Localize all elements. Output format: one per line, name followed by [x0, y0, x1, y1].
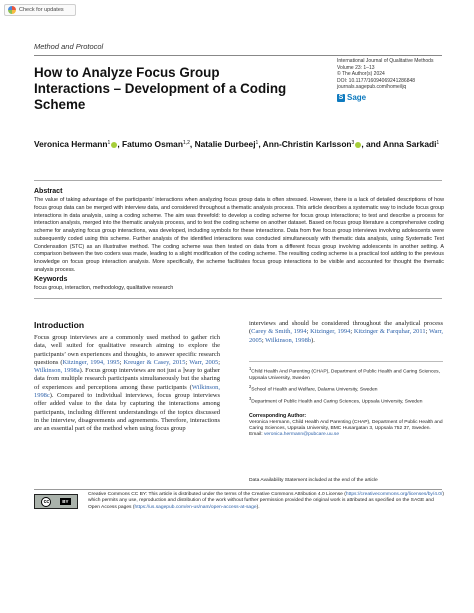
- affiliation-item: [249, 396, 443, 406]
- citation-link[interactable]: Kreuger & Casey, 2015: [123, 358, 186, 366]
- journal-meta: [337, 58, 457, 91]
- body-text: ;: [306, 328, 311, 336]
- affiliation-item: [249, 384, 443, 394]
- body-text: ;: [119, 358, 124, 366]
- body-text: ;: [425, 328, 429, 336]
- author-separator: ,: [117, 139, 120, 149]
- body-text: ;: [218, 358, 220, 366]
- affiliation-ref: 1: [436, 140, 440, 146]
- body-text: ). Focus group interviews are not just a ]way to gather data from multiple research participants simultaneously but the sharing of experiences and perceptions among these participants (: [34, 367, 221, 391]
- corresponding-author-details: [249, 420, 445, 439]
- introduction-text: [34, 334, 220, 434]
- introduction-heading: Introduction: [34, 320, 85, 330]
- journal-copyright: © The Author(s) 2024: [337, 71, 385, 78]
- section-label: Method and Protocol: [34, 42, 104, 51]
- author-name[interactable]: Ann-Christin Karlsson: [262, 139, 352, 149]
- footnote-divider: [249, 361, 443, 362]
- corresponding-author-heading: Corresponding Author:: [249, 413, 307, 419]
- body-text: ).: [311, 336, 315, 344]
- check-for-updates-badge[interactable]: [4, 4, 76, 16]
- affiliation-text: School of Health and Welfare, Dalarna University, Sweden: [251, 387, 378, 393]
- cc-by-license-badge[interactable]: [34, 494, 78, 509]
- email-link[interactable]: veronica.hermann@pubcare.uu.se: [263, 432, 340, 438]
- citation-link[interactable]: Wilkinson, 1998b: [265, 336, 312, 344]
- creative-commons-icon: cc: [41, 497, 51, 507]
- license-body: ) which permits any use, reproduction and distribution of the work without further permission provided the original work is attributed as specified on the SAGE and Open Access pages (: [88, 492, 445, 510]
- author-name[interactable]: Veronica Hermann: [34, 139, 108, 149]
- sage-logo-icon: S: [338, 93, 344, 101]
- affiliation-ref: 3: [351, 140, 355, 146]
- keywords-text: focus group, interaction, methodology, qualitative research: [34, 285, 174, 291]
- affiliation-ref: 1,2: [182, 140, 190, 146]
- author-separator: ,: [258, 139, 261, 149]
- body-text: ). Compared to individual interviews, focus group interviews offer added value to the data by capturing the interactions among participants, including different understandings of the topics discussed in the interview, disagreements and agreements. Therefore, interactions are an essential part of the method when using focus group: [34, 392, 220, 433]
- affiliation-number: 1: [249, 366, 252, 371]
- license-divider: [34, 489, 442, 490]
- body-text: ;: [185, 358, 190, 366]
- affiliation-item: [249, 366, 443, 382]
- divider: [34, 180, 442, 181]
- affiliation-number: 3: [249, 395, 252, 401]
- affiliation-ref: 1: [107, 140, 111, 146]
- journal-url[interactable]: journals.sagepub.com/home/ijq: [337, 84, 407, 91]
- corresponding-email: [249, 432, 445, 438]
- citation-link[interactable]: Kitzinger, 1994, 1995: [62, 358, 120, 366]
- citation-link[interactable]: Carey & Smith, 1994: [251, 328, 307, 336]
- citation-link[interactable]: Wilkinson, 1998a: [34, 367, 80, 375]
- author-conjunction: and: [365, 139, 381, 149]
- abstract-heading: Abstract: [34, 188, 63, 195]
- license-body: Creative Commons CC BY: This article is distributed under the terms of the Creative Commons Attribution 4.0 License (: [88, 492, 346, 497]
- affiliation-ref: 1: [255, 140, 259, 146]
- author-list: [34, 138, 444, 151]
- journal-doi[interactable]: DOI: 10.1177/16094069241286848: [337, 77, 416, 84]
- body-text: interviews and should be considered throughout the analytical process (: [249, 320, 443, 336]
- citation-link[interactable]: Kitzinger & Farquhar, 2011: [353, 328, 426, 336]
- author-name[interactable]: Fatumo Osman: [121, 139, 183, 149]
- update-icon: [8, 6, 16, 14]
- check-for-updates-label: Check for updates: [19, 7, 64, 13]
- affiliations: [249, 366, 443, 408]
- article-title: How to Analyze Focus Group Interactions – Development of a Coding Scheme: [34, 65, 287, 113]
- journal-volume: Volume 23: 1–13: [337, 64, 375, 71]
- citation-link[interactable]: Warr, 2005: [189, 358, 219, 366]
- author-separator: ,: [189, 139, 193, 149]
- license-link[interactable]: https://creativecommons.org/licenses/by/4.0/: [345, 492, 443, 497]
- open-access-link[interactable]: https://us.sagepub.com/en-us/nam/open-access-at-sage: [134, 504, 257, 510]
- author-name[interactable]: Anna Sarkadi: [382, 139, 437, 149]
- keywords-heading: Keywords: [34, 276, 68, 283]
- license-text: [88, 492, 444, 511]
- email-label: Email:: [249, 432, 264, 438]
- body-text: ;: [261, 336, 266, 344]
- affiliation-text: Department of Public Health and Caring Sciences, Uppsala University, Sweden: [251, 399, 423, 405]
- header-divider: [34, 55, 442, 56]
- abstract-text: The value of taking advantage of the participants’ interactions when analyzing focus group data is often stressed. However, there is a lack of detailed descriptions of how focus group data can be merged with interview data, and considered throughout a thematic analysis process. This article describes a systematic way to include focus group interactions in data analysis, using a coding scheme. The aim was threefold: to develop a coding scheme for focus group interactions; to test and describe a process for interaction analysis, merged into the thematic analysis process, and to test the coding scheme on another dataset. Based on focus group literature a comprehensive coding scheme for analyzing focus group interactions, was developed, including symbols for these interactions. Data from five focus group interviews involving adolescents were subsequently coded using this scheme. Further analysis of the identified interactions was conducted simultaneously with thematic data analysis, using Systematic Text Condensation (STC) as an illustrative method. The coding scheme was then tested on data from a different focus group involving adolescents in another setting. A comparison between the two coders was made, leading to a slight modification of the coding scheme. The resulting coding scheme is a practical tool adding to the previous knowledge on focus group interaction analysis. More specifically, the scheme facilitates focus group interactions to be visible and accounted for thought the thematic analysis process.: [34, 197, 444, 273]
- right-column-text: [249, 320, 443, 345]
- author-name[interactable]: Natalie Durbeej: [194, 139, 256, 149]
- journal-name: International Journal of Qualitative Methods: [337, 58, 434, 64]
- divider: [34, 298, 442, 299]
- publisher-name: Sage: [347, 93, 367, 102]
- data-availability-statement: Data Availability Statement included at the end of the article: [249, 478, 378, 483]
- affiliation-number: 2: [249, 384, 252, 390]
- citation-link[interactable]: Warr, 2005: [249, 328, 444, 344]
- attribution-icon: BY: [62, 499, 69, 504]
- author-separator: ,: [361, 139, 364, 149]
- publisher-logo: [337, 93, 366, 102]
- body-text: ;: [350, 328, 354, 336]
- license-body: ).: [256, 504, 260, 510]
- affiliation-text: Child Health And Parenting (CHAP), Department of Public Health and Caring Sciences, Uppsala University, Sweden: [249, 369, 440, 381]
- body-text: Focus group interviews are a commonly used method to gather rich data, well suited for qualitative research aiming to explore the participants’ own experiences and thoughts, to answer specific research questions (: [34, 334, 220, 366]
- corresponding-author-address: Veronica Hermann, Child Health And Parenting (CHAP), Department of Public Health and Caring Sciences, Uppsala University, BMC Husargatan 3, Uppsala 752 37, Sweden.: [249, 420, 443, 432]
- citation-link[interactable]: Kitzinger, 1994: [310, 328, 351, 336]
- citation-link[interactable]: Wilkinson, 1998c: [34, 383, 220, 400]
